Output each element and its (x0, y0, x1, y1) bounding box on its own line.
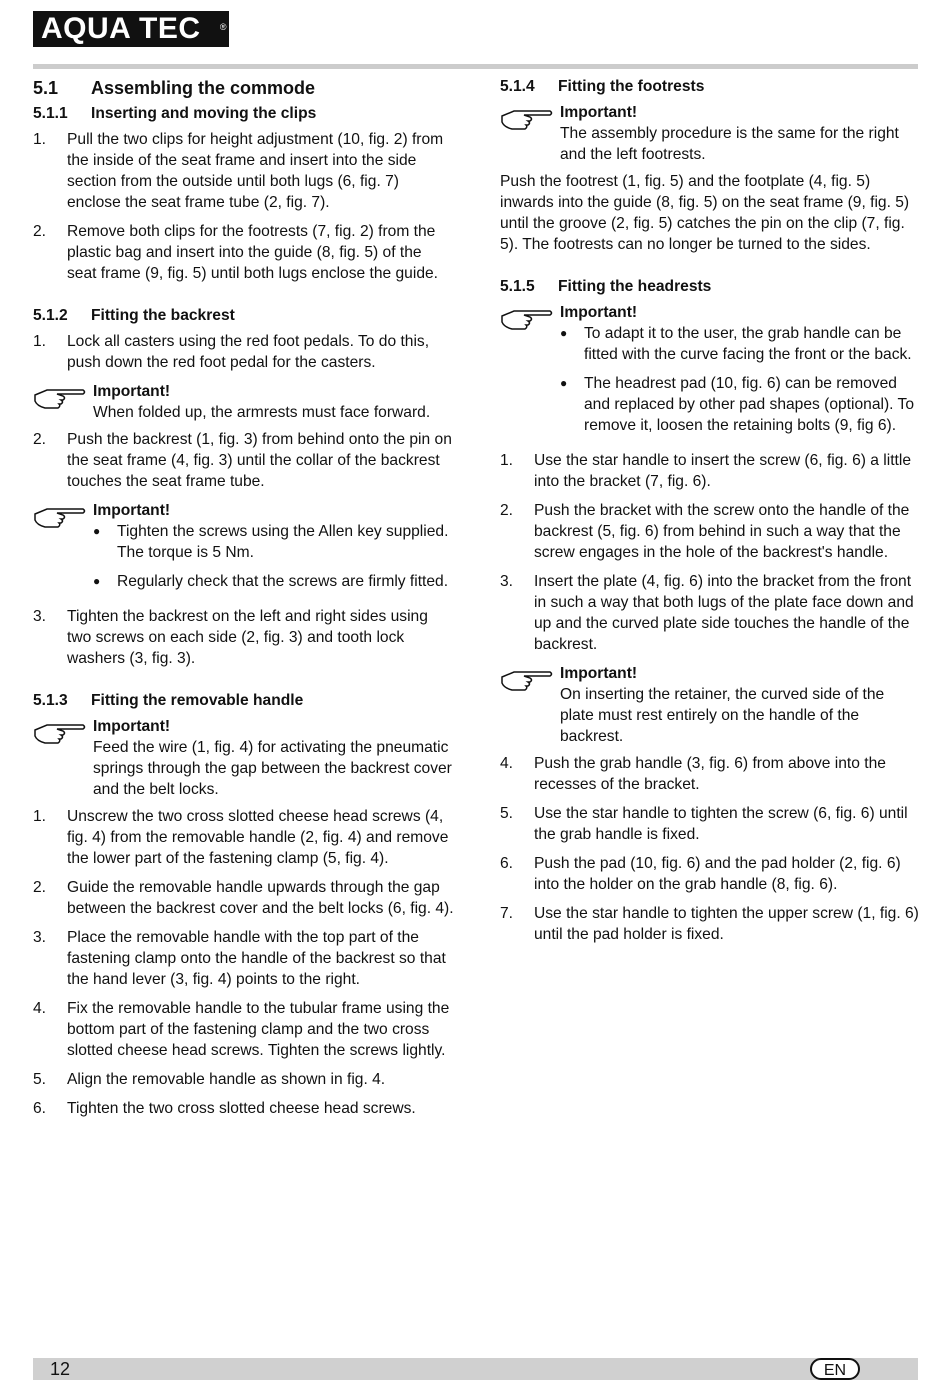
pointing-hand-icon (33, 716, 93, 800)
section-title: Fitting the headrests (558, 278, 712, 295)
item-text: Align the removable handle as shown in fig. 4. (67, 1071, 386, 1088)
bullet-text: To adapt it to the user, the grab handle can be fitted with the curve facing the front or the back. (584, 325, 912, 363)
item-number: 7. (500, 905, 514, 922)
pointing-hand-icon (500, 663, 560, 747)
item-number: 6. (33, 1100, 47, 1117)
list-item (500, 571, 920, 655)
item-number: 1. (500, 452, 514, 469)
bullet-item (560, 373, 920, 436)
section-number: 5.1.2 (33, 307, 68, 324)
list-item (33, 927, 455, 990)
list-item (33, 1098, 455, 1119)
item-number: 2. (500, 502, 514, 519)
section-heading-5-1-3 (33, 690, 455, 711)
item-number: 1. (33, 333, 47, 350)
left-column (33, 76, 455, 1127)
header-rule (33, 64, 918, 69)
important-note (500, 302, 920, 444)
important-note (33, 716, 455, 800)
item-text: Place the removable handle with the top part of the fastening clamp onto the handle of the backrest so that the hand lever (3, fig. 4) points to the right. (67, 929, 446, 988)
item-text: Push the grab handle (3, fig. 6) from above into the recesses of the bracket. (534, 755, 886, 793)
section-title: Fitting the backrest (91, 307, 235, 324)
bullet-item (93, 521, 455, 563)
section-heading-5-1-1 (33, 103, 455, 124)
item-text: Insert the plate (4, fig. 6) into the bracket from the front in such a way that both lugs of the plate face down and up and the curved plate side touches the handle of the backrest. (534, 573, 914, 653)
section-title: Fitting the footrests (558, 78, 705, 95)
item-text: Tighten the two cross slotted cheese head screws. (67, 1100, 416, 1117)
list-item (33, 129, 455, 213)
bullet-item (560, 323, 920, 365)
item-text: Push the bracket with the screw onto the handle of the backrest (5, fig. 6) from behind in such a way that the screw engages in the hole of the backrest's handle. (534, 502, 910, 561)
item-text: Remove both clips for the footrests (7, fig. 2) from the plastic bag and insert into the guide (8, fig. 5) of the seat frame (9, fig. 5) until both lugs enclose the guide. (67, 223, 438, 282)
item-text: Fix the removable handle to the tubular frame using the bottom part of the fastening clamp and the two cross slotted cheese head screws. Tighten the screws lightly. (67, 1000, 450, 1059)
item-text: Use the star handle to tighten the screw (6, fig. 6) until the grab handle is fixed. (534, 805, 908, 843)
note-label: Important! (93, 718, 171, 735)
list-item (500, 450, 920, 492)
pointing-hand-icon (500, 102, 560, 165)
section-heading-5-1-5 (500, 276, 920, 297)
list-item (33, 998, 455, 1061)
note-text: On inserting the retainer, the curved side of the plate must rest entirely on the handle of the backrest. (560, 686, 885, 745)
bullet-dot: ● (560, 376, 568, 390)
list-item (33, 877, 455, 919)
section-title: Assembling the commode (91, 78, 316, 98)
note-text: When folded up, the armrests must face forward. (93, 404, 431, 421)
aquatec-logo (33, 11, 229, 47)
note-label: Important! (93, 502, 171, 519)
item-number: 5. (500, 805, 514, 822)
section-number: 5.1.4 (500, 78, 535, 95)
bullet-text: Regularly check that the screws are firmly fitted. (117, 573, 449, 590)
item-number: 2. (33, 223, 47, 240)
item-text: Pull the two clips for height adjustment (10, fig. 2) from the inside of the seat frame and insert into the side section from the outside until both lugs (6, fig. 7) enclose the seat frame tube (2, fig. 7). (67, 131, 444, 211)
registered-mark: ® (219, 22, 227, 32)
item-number: 1. (33, 131, 47, 148)
item-number: 2. (33, 431, 47, 448)
note-label: Important! (560, 104, 638, 121)
item-text: Guide the removable handle upwards through the gap between the backrest cover and the belt locks (6, fig. 4). (67, 879, 454, 917)
item-number: 4. (500, 755, 514, 772)
note-label: Important! (560, 665, 638, 682)
bullet-item (93, 571, 455, 592)
section-heading-5-1-2 (33, 305, 455, 326)
list-item (33, 221, 455, 284)
item-text: Push the backrest (1, fig. 3) from behind onto the pin on the seat frame (4, fig. 3) until the collar of the backrest touches the seat frame tube. (67, 431, 452, 490)
note-label: Important! (93, 383, 171, 400)
item-number: 5. (33, 1071, 47, 1088)
pointing-hand-icon (500, 302, 560, 444)
section-number: 5.1.3 (33, 692, 68, 709)
list-item (33, 1069, 455, 1090)
item-number: 4. (33, 1000, 47, 1017)
bullet-dot: ● (93, 574, 101, 588)
list-item (33, 806, 455, 869)
list-item (500, 753, 920, 795)
logo-text: AQUA TEC (41, 12, 201, 45)
item-number: 6. (500, 855, 514, 872)
important-note (500, 663, 920, 747)
footer-bar (33, 1358, 918, 1380)
list-item (500, 903, 920, 945)
note-label: Important! (560, 304, 638, 321)
bullet-text: Tighten the screws using the Allen key supplied. The torque is 5 Nm. (117, 523, 449, 561)
section-heading-5-1 (33, 76, 455, 100)
bullet-dot: ● (560, 326, 568, 340)
item-text: Use the star handle to tighten the upper screw (1, fig. 6) until the pad holder is fixed. (534, 905, 919, 943)
pointing-hand-icon (33, 500, 93, 600)
important-note (33, 381, 455, 423)
list-item (500, 853, 920, 895)
list-item (33, 429, 455, 492)
important-note (500, 102, 920, 165)
note-text: Feed the wire (1, fig. 4) for activating the pneumatic springs through the gap between the backrest cover and the belt locks. (93, 739, 452, 798)
item-text: Use the star handle to insert the screw (6, fig. 6) a little into the bracket (7, fig. 6). (534, 452, 912, 490)
item-number: 3. (33, 608, 47, 625)
right-column (500, 76, 920, 953)
item-text: Lock all casters using the red foot pedals. To do this, push down the red foot pedal for the casters. (67, 333, 430, 371)
item-text: Unscrew the two cross slotted cheese head screws (4, fig. 4) from the removable handle (2, fig. 4) and remove the lower part of the fastening clamp (5, fig. 4). (67, 808, 449, 867)
section-heading-5-1-4 (500, 76, 920, 97)
note-text: The assembly procedure is the same for the right and the left footrests. (560, 125, 899, 163)
item-text: Push the pad (10, fig. 6) and the pad holder (2, fig. 6) into the holder on the grab handle (8, fig. 6). (534, 855, 901, 893)
bullet-text: The headrest pad (10, fig. 6) can be removed and replaced by other pad shapes (optional). To remove it, loosen the retaining bolts (9, fig 6). (584, 375, 915, 434)
section-number: 5.1.5 (500, 278, 535, 295)
important-note (33, 500, 455, 600)
page-number: 12 (50, 1359, 71, 1379)
language-badge: EN (810, 1358, 860, 1380)
section-title: Inserting and moving the clips (91, 105, 317, 122)
item-number: 2. (33, 879, 47, 896)
item-number: 1. (33, 808, 47, 825)
item-number: 3. (33, 929, 47, 946)
list-item (500, 803, 920, 845)
item-number: 3. (500, 573, 514, 590)
pointing-hand-icon (33, 381, 93, 423)
list-item (33, 331, 455, 373)
section-number: 5.1.1 (33, 105, 68, 122)
bullet-dot: ● (93, 524, 101, 538)
section-title: Fitting the removable handle (91, 692, 304, 709)
list-item (500, 500, 920, 563)
list-item (33, 606, 455, 669)
item-text: Tighten the backrest on the left and right sides using two screws on each side (2, fig. 3) and tooth lock washers (3, fig. 3). (67, 608, 428, 667)
paragraph: Push the footrest (1, fig. 5) and the footplate (4, fig. 5) inwards into the guide (8, fig. 5) on the seat frame (9, fig. 5) until the groove (2, fig. 5) catches the pin on the clip (7, fig. 5). The footrests can no longer be turned to the sides. (500, 173, 910, 253)
section-number: 5.1 (33, 78, 59, 98)
